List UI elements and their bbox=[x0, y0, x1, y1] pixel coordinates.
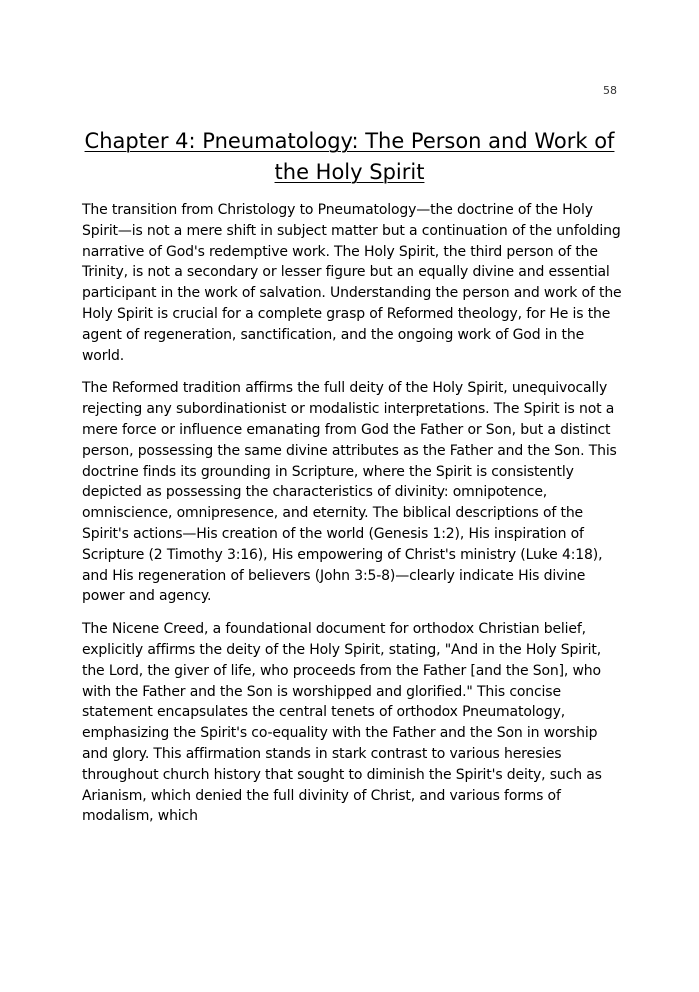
paragraph: The transition from Christology to Pneumatology—the doctrine of the Holy Spirit—is not a mere shift in subject matter but a continuation of the unfolding narrative of God's redemptive work. The Holy Spirit, the third person of the Trinity, is not a secondary or lesser figure but an equally divine and essential participant in the work of salvation. Understanding the person and work of the Holy Spirit is crucial for a complete grasp of Reformed theology, for He is the agent of regeneration, sanctification, and the ongoing work of God in the world. bbox=[82, 202, 622, 364]
paragraph: The Reformed tradition affirms the full deity of the Holy Spirit, unequivocally rejecting any subordinationist or modalistic interpretations. The Spirit is not a mere force or influence emanating from God the Father or Son, but a distinct person, possessing the same divine attributes as the Father and the Son. This doctrine finds its grounding in Scripture, where the Spirit is consistently depicted as possessing the characteristics of divinity: omnipotence, omniscience, omnipresence, and eternity. The biblical descriptions of the Spirit's actions—His creation of the world (Genesis 1:2), His inspiration of Scripture (2 Timothy 3:16), His empowering of Christ's ministry (Luke 4:18), and His regeneration of believers (John 3:5-8)—clearly indicate His divine power and agency. bbox=[82, 380, 617, 605]
paragraph: The Nicene Creed, a foundational document for orthodox Christian belief, explicitly affirms the deity of the Holy Spirit, stating, "And in the Holy Spirit, the Lord, the giver of life, who proceeds from the Father [and the Son], who with the Father and the Son is worshipped and glorified." This concise statement encapsulates the central tenets of orthodox Pneumatology, emphasizing the Spirit's co-equality with the Father and the Son in worship and glory. This affirmation stands in stark contrast to various heresies throughout church history that sought to diminish the Spirit's deity, such as Arianism, which denied the full divinity of Christ, and various forms of modalism, which bbox=[82, 621, 602, 825]
chapter-title: Chapter 4: Pneumatology: The Person and Work of the Holy Spirit bbox=[84, 129, 615, 184]
page-number: 58 bbox=[603, 84, 617, 97]
body-text bbox=[82, 200, 622, 839]
